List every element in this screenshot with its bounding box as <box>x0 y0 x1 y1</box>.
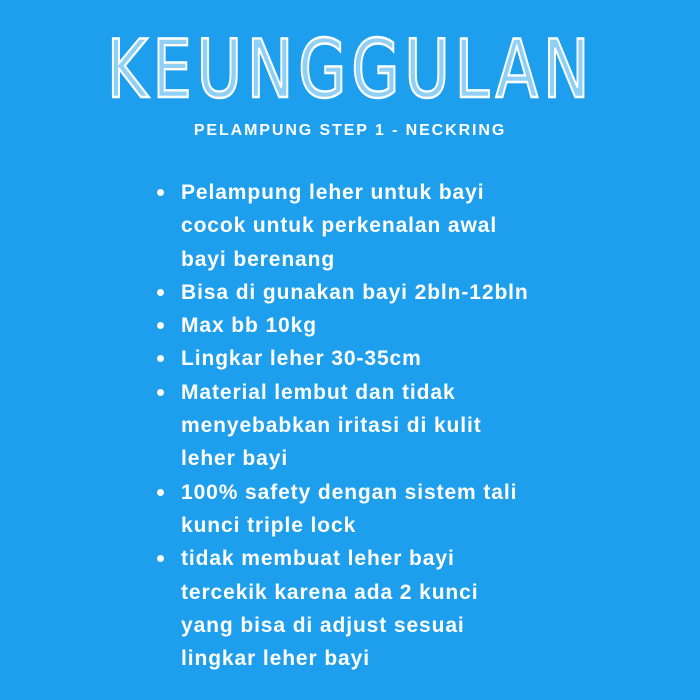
bullet-dot-icon <box>157 555 164 562</box>
bullet-dot-icon <box>157 322 164 329</box>
bullet-dot-icon <box>157 189 164 196</box>
feature-line: yang bisa di adjust sesuai <box>181 613 465 637</box>
bullet-dot-icon <box>157 389 164 396</box>
title-area <box>0 24 700 116</box>
feature-line: Max bb 10kg <box>181 314 317 338</box>
feature-item <box>0 309 700 342</box>
feature-line: Lingkar leher 30-35cm <box>181 347 422 371</box>
feature-item <box>0 376 700 476</box>
feature-line: menyebabkan iritasi di kulit <box>181 414 482 438</box>
bullet-dot-icon <box>157 289 164 296</box>
feature-line: bayi berenang <box>181 247 336 271</box>
feature-line: lingkar leher bayi <box>181 647 370 671</box>
feature-item <box>0 542 700 675</box>
feature-line: cocok untuk perkenalan awal <box>181 214 498 238</box>
feature-line: 100% safety dengan sistem tali <box>181 480 518 504</box>
bullet-dot-icon <box>157 489 164 496</box>
feature-line: Material lembut dan tidak <box>181 380 456 404</box>
feature-line: Pelampung leher untuk bayi <box>181 181 485 204</box>
bullet-dot-icon <box>157 355 164 362</box>
feature-item <box>0 276 700 309</box>
feature-line: kunci triple lock <box>181 513 357 537</box>
feature-line: leher bayi <box>181 447 289 471</box>
feature-item <box>0 176 700 276</box>
feature-line: tercekik karena ada 2 kunci <box>181 580 479 604</box>
poster-title: KEUNGGULAN <box>106 23 594 116</box>
feature-item <box>0 476 700 543</box>
poster-subtitle: PELAMPUNG STEP 1 - NECKRING <box>193 122 507 139</box>
feature-list <box>0 176 700 675</box>
feature-item <box>0 342 700 375</box>
feature-line: tidak membuat leher bayi <box>181 547 455 571</box>
feature-line: Bisa di gunakan bayi 2bln-12bln <box>181 280 529 304</box>
